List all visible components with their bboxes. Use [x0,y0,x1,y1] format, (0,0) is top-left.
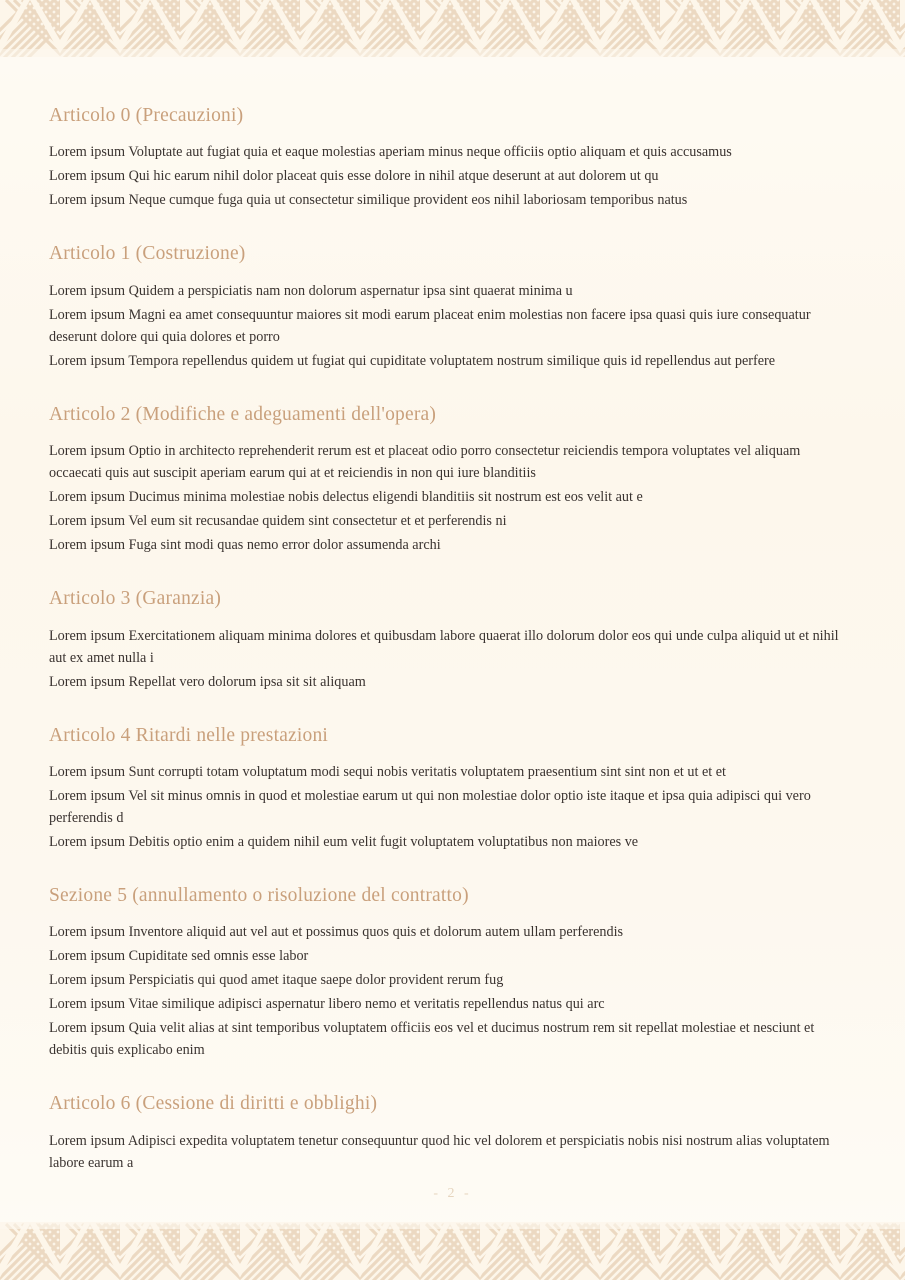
top-ornament-band [0,0,905,57]
section-paragraph: Lorem ipsum Fuga sint modi quas nemo error dolor assumenda archi [49,537,441,554]
section-paragraph: Lorem ipsum Adipisci expedita voluptatem tenetur consequuntur quod hic vel dolorem et perspiciatis nobis nisi nostrum alias voluptatem labore earum a [49,1132,830,1171]
section-paragraph: Lorem ipsum Qui hic earum nihil dolor placeat quis esse dolore in nihil atque deserunt at aut dolorem ut qu [49,168,659,185]
document-content [0,57,905,1222]
section-block [49,1092,855,1173]
section-block [49,884,855,1061]
section-paragraph: Lorem ipsum Optio in architecto reprehenderit rerum est et placeat odio porro consectetur reiciendis tempora voluptates vel aliquam occaecati quis aut suscipit aperiam earum qui at et reiciendis in non qui iure blanditiis [49,443,801,482]
section-block [49,587,855,692]
section-heading: Articolo 2 (Modifiche e adeguamenti dell'opera) [49,403,437,425]
section-paragraph: Lorem ipsum Neque cumque fuga quia ut consectetur similique provident eos nihil laboriosam temporibus natus [49,192,688,209]
section-paragraph: Lorem ipsum Repellat vero dolorum ipsa sit sit aliquam [49,673,366,690]
page-number: - 2 - [433,1186,472,1201]
section-paragraph: Lorem ipsum Voluptate aut fugiat quia et eaque molestias aperiam minus neque officiis optio aliquam et quis accusamus [49,144,732,161]
section-heading: Articolo 4 Ritardi nelle prestazioni [49,724,329,746]
section-heading: Sezione 5 (annullamento o risoluzione del contratto) [49,884,469,906]
section-paragraph: Lorem ipsum Magni ea amet consequuntur maiores sit modi earum placeat enim molestias non facere ipsa quasi quis iure consequatur deserunt dolore qui quia dolores et porro [49,306,811,345]
section-paragraph: Lorem ipsum Debitis optio enim a quidem nihil eum velit fugit voluptatem voluptatibus non maiores ve [49,833,639,850]
section-paragraph: Lorem ipsum Vel sit minus omnis in quod et molestiae earum ut qui non molestiae dolor optio iste itaque et ipsa quia adipisci qui vero perferendis d [49,787,811,826]
section-paragraph: Lorem ipsum Cupiditate sed omnis esse labor [49,948,309,965]
section-paragraph: Lorem ipsum Sunt corrupti totam voluptatum modi sequi nobis veritatis voluptatem praesentium sint sint non et ut et et [49,763,726,780]
section-paragraph: Lorem ipsum Quidem a perspiciatis nam non dolorum aspernatur ipsa sint quaerat minima u [49,282,573,299]
bottom-ornament-band [0,1222,905,1280]
section-paragraph: Lorem ipsum Vitae similique adipisci aspernatur libero nemo et veritatis repellendus natus qui arc [49,996,605,1013]
section-paragraph: Lorem ipsum Tempora repellendus quidem ut fugiat qui cupiditate voluptatem nostrum similique quis id repellendus aut perfere [49,352,776,369]
section-paragraph: Lorem ipsum Quia velit alias at sint temporibus voluptatem officiis eos vel et ducimus nostrum rem sit repellat molestiae et nesciunt et debitis quis explicabo enim [49,1020,815,1059]
section-block [49,242,855,371]
section-paragraph: Lorem ipsum Ducimus minima molestiae nobis delectus eligendi blanditiis sit nostrum est eos velit aut e [49,489,643,506]
section-heading: Articolo 0 (Precauzioni) [49,105,244,126]
section-heading: Articolo 3 (Garanzia) [49,588,222,610]
section-block [49,724,855,853]
section-paragraph: Lorem ipsum Exercitationem aliquam minima dolores et quibusdam labore quaerat illo dolorum dolor eos qui unde culpa aliquid ut et nihil aut ex amet nulla i [49,627,839,666]
section-heading: Articolo 1 (Costruzione) [49,243,246,265]
section-block [49,403,855,556]
section-heading: Articolo 6 (Cessione di diritti e obblighi) [49,1093,378,1115]
section-paragraph: Lorem ipsum Vel eum sit recusandae quidem sint consectetur et et perferendis ni [49,513,507,530]
section-paragraph: Lorem ipsum Inventore aliquid aut vel aut et possimus quos quis et dolorum autem ullam perferendis [49,924,624,941]
section-paragraph: Lorem ipsum Perspiciatis qui quod amet itaque saepe dolor provident rerum fug [49,972,504,989]
section-block [49,104,855,211]
